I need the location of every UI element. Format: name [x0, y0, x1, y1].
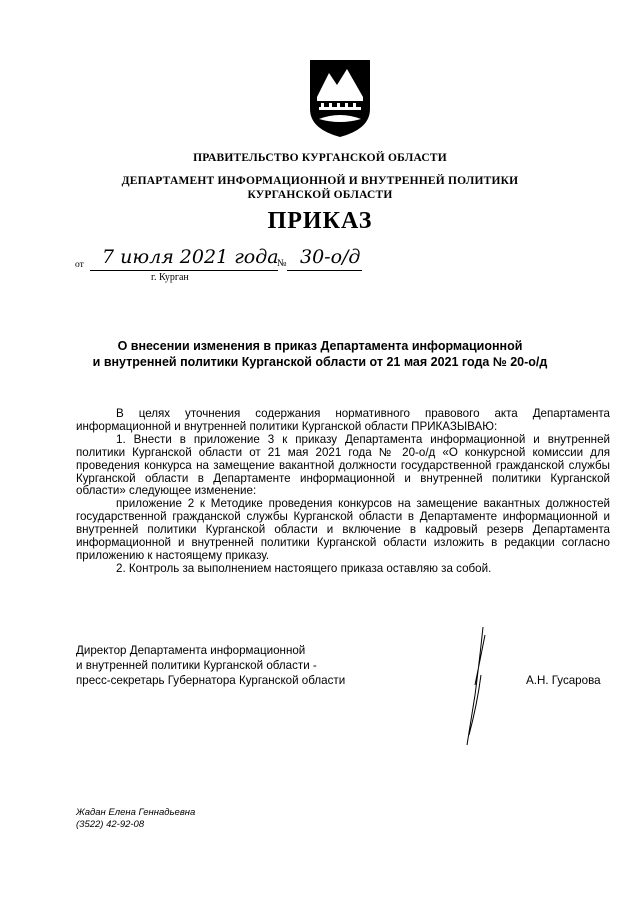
document-type-title: ПРИКАЗ: [267, 208, 373, 234]
executor-info: [76, 807, 195, 831]
order-body: [76, 408, 610, 576]
date-from-label: от: [75, 260, 84, 270]
department-heading-line1: ДЕПАРТАМЕНТ ИНФОРМАЦИОННОЙ И ВНУТРЕННЕЙ ПОЛИТИКИ: [121, 175, 519, 187]
department-heading-line2: КУРГАНСКОЙ ОБЛАСТИ: [247, 189, 393, 201]
executor-name: Жадан Елена Геннадьевна: [76, 807, 196, 818]
subject-line1: О внесении изменения в приказ Департамента информационной: [117, 339, 523, 353]
body-paragraph-2: 1. Внести в приложение 3 к приказу Департамента информационной и внутренней политики Курганской области от 21 мая 2021 года № 20-о/д «О конкурсной комиссии для проведения конкурса на замещение вакантной должности государственной гражданской службы Курганской области в Департаменте информационной и внутренней политики Курганской области» следующее изменение:: [76, 432, 610, 498]
handwritten-date: 7 июля 2021 года: [102, 246, 279, 268]
number-underline: [287, 270, 362, 271]
body-paragraph-1: В целях уточнения содержания нормативного правового акта Департамента информационной и внутренней политики Курганской области ПРИКАЗЫВАЮ:: [76, 407, 610, 433]
order-subject: [60, 338, 580, 370]
signer-title-line3: пресс-секретарь Губернатора Курганской области: [76, 674, 346, 687]
number-label: №: [277, 258, 287, 269]
subject-line2: и внутренней политики Курганской области от 21 мая 2021 года № 20-о/д: [92, 355, 548, 369]
handwritten-signature: [455, 625, 495, 755]
body-paragraph-3: приложение 2 к Методике проведения конкурсов на замещение вакантных должностей государственной гражданской службы Курганской области в Департаменте информационной и внутренней политики Курганской области и включение в кадровый резерв Департамента информационной и внутренней политики Курганской области изложить в редакции согласно приложению к настоящему приказу.: [76, 497, 610, 562]
signer-name: А.Н. Гусарова: [526, 674, 601, 687]
city-label: г. Курган: [151, 272, 189, 283]
coat-of-arms-emblem: [307, 57, 373, 139]
date-underline: [90, 270, 278, 271]
handwritten-number: 30-о/д: [300, 246, 361, 268]
signer-title-line1: Директор Департамента информационной: [76, 644, 306, 657]
signer-title: [76, 643, 345, 688]
government-heading: ПРАВИТЕЛЬСТВО КУРГАНСКОЙ ОБЛАСТИ: [193, 152, 447, 164]
body-paragraph-4: 2. Контроль за выполнением настоящего приказа оставляю за собой.: [116, 561, 492, 575]
signer-title-line2: и внутренней политики Курганской области -: [76, 659, 317, 672]
executor-phone: (3522) 42-92-08: [76, 819, 145, 830]
